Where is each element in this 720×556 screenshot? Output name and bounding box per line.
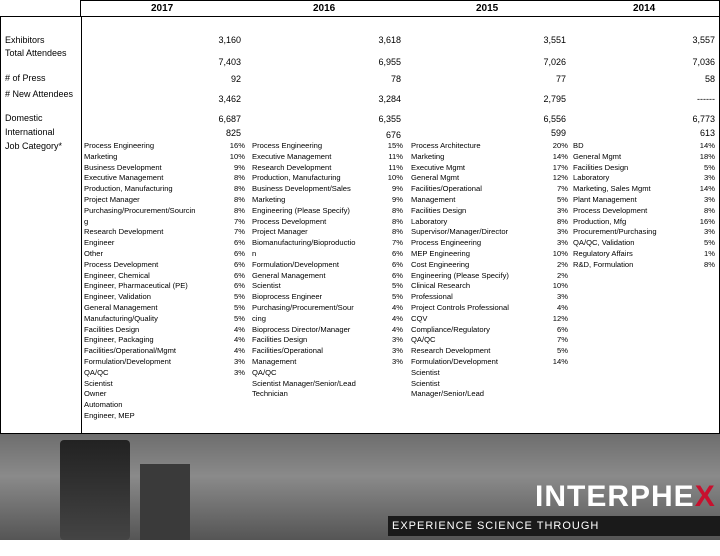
total-2017: 7,403 <box>218 57 241 67</box>
job-category-2016-3: Production, Manufacturing <box>252 173 341 183</box>
job-category-2017-15: General Management <box>84 302 158 312</box>
job-percentage-2017-14: 5% <box>234 292 245 302</box>
job-category-2016-20: Management <box>252 356 297 366</box>
job-category-2015-3: General Mgmt <box>411 173 460 183</box>
intl-2015: 599 <box>550 128 566 138</box>
exhibitors-2017: 3,160 <box>218 35 241 45</box>
job-percentage-2015-4: 7% <box>557 184 568 194</box>
job-percentage-2017-10: 6% <box>234 248 245 258</box>
press-2014: 58 <box>704 74 715 84</box>
job-percentages-2014 <box>685 141 715 271</box>
year-header <box>80 0 720 16</box>
job-percentages-2015 <box>536 141 568 368</box>
job-category-2015-20: Formulation/Development <box>411 356 498 366</box>
total-2015: 7,026 <box>543 57 566 67</box>
new-2014: ------ <box>697 94 715 104</box>
job-percentage-2015-2: 17% <box>552 162 568 172</box>
row-label-job-category: Job Category* <box>5 141 63 151</box>
job-category-2014-1: General Mgmt <box>573 151 622 161</box>
job-category-2016-12: General Management <box>252 270 326 280</box>
job-percentage-2015-12: 2% <box>557 270 568 280</box>
job-category-2016-14: Bioprocess Engineer <box>252 292 323 302</box>
exhibitors-2016: 3,618 <box>378 35 401 45</box>
job-percentage-2015-10: 10% <box>552 248 568 258</box>
job-percentage-2015-5: 5% <box>557 194 568 204</box>
press-2017: 92 <box>230 74 241 84</box>
tagline: EXPERIENCE SCIENCE THROUGH COMMERCIALIZATION <box>388 516 720 536</box>
row-label-exhibitors: Exhibitors <box>5 35 45 45</box>
job-percentage-2016-10: 6% <box>392 248 403 258</box>
intl-2016: 676 <box>385 130 401 140</box>
press-2016: 78 <box>390 74 401 84</box>
job-category-2015-9: Process Engineering <box>411 238 482 248</box>
job-percentage-2015-19: 5% <box>557 346 568 356</box>
job-category-2015-5: Management <box>411 194 456 204</box>
year-2015: 2015 <box>476 3 499 14</box>
job-category-2014-2: Facilities Design <box>573 162 629 172</box>
job-percentage-2014-7: 16% <box>699 216 715 226</box>
job-category-2016-23: Technician <box>252 389 288 399</box>
domestic-2014: 6,773 <box>692 114 715 124</box>
job-category-2017-10: Other <box>84 248 103 258</box>
job-category-2016-7: Process Development <box>252 216 327 226</box>
row-label-new-attendees: # New Attendees <box>5 89 74 99</box>
job-percentage-2016-19: 3% <box>392 346 403 356</box>
job-category-2016-4: Business Development/Sales <box>252 184 351 194</box>
domestic-2016: 6,355 <box>378 114 401 124</box>
job-percentage-2017-12: 6% <box>234 270 245 280</box>
job-percentage-2017-5: 8% <box>234 194 245 204</box>
job-category-2015-17: Compliance/Regulatory <box>411 324 490 334</box>
job-category-2015-11: Cost Engineering <box>411 259 470 269</box>
job-category-2017-5: Project Manager <box>84 194 140 204</box>
job-category-2014-10: Regulatory Affairs <box>573 248 633 258</box>
job-category-2015-8: Supervisor/Manager/Director <box>411 227 509 237</box>
job-category-2017-25: Engineer, MEP <box>84 410 135 420</box>
job-category-2017-17: Facilities Design <box>84 324 140 334</box>
job-percentage-2017-0: 16% <box>229 141 245 150</box>
attendance-table <box>0 16 720 434</box>
job-category-2017-16: Manufacturing/Quality <box>84 313 158 323</box>
job-percentage-2017-17: 4% <box>234 324 245 334</box>
job-percentage-2014-8: 3% <box>704 227 715 237</box>
year-2017: 2017 <box>151 3 174 14</box>
job-percentage-2016-11: 6% <box>392 259 403 269</box>
row-label-press: # of Press <box>5 73 46 83</box>
job-category-2015-13: Clinical Research <box>411 281 471 291</box>
job-percentage-2015-1: 14% <box>552 151 568 161</box>
job-percentage-2015-8: 3% <box>557 227 568 237</box>
job-category-2016-19: Facilities/Operational <box>252 346 323 356</box>
job-percentage-2014-3: 3% <box>704 173 715 183</box>
job-percentage-2015-15: 4% <box>557 302 568 312</box>
job-category-2014-6: Process Development <box>573 205 648 215</box>
job-category-2016-18: Facilities Design <box>252 335 308 345</box>
job-category-2014-0: BD <box>573 141 584 150</box>
job-percentage-2016-16: 4% <box>392 313 403 323</box>
job-percentage-2016-4: 9% <box>392 184 403 194</box>
job-category-2017-11: Process Development <box>84 259 159 269</box>
job-percentage-2014-2: 5% <box>704 162 715 172</box>
equipment-image-2 <box>140 464 190 540</box>
job-category-2014-4: Marketing, Sales Mgmt <box>573 184 651 194</box>
row-label-total-attendees: Total Attendees <box>5 48 67 58</box>
job-category-2015-10: MEP Engineering <box>411 248 470 258</box>
job-category-2015-16: CQV <box>411 313 428 323</box>
job-percentage-2016-8: 8% <box>392 227 403 237</box>
job-category-2017-9: Engineer <box>84 238 115 248</box>
job-percentage-2016-1: 11% <box>388 151 403 161</box>
job-percentage-2016-13: 5% <box>392 281 403 291</box>
job-category-2016-11: Formulation/Development <box>252 259 339 269</box>
job-category-2014-8: Procurement/Purchasing <box>573 227 657 237</box>
job-percentage-2017-1: 10% <box>229 151 245 161</box>
job-category-2017-2: Business Development <box>84 162 162 172</box>
job-percentage-2014-11: 8% <box>704 259 715 269</box>
job-category-2016-0: Process Engineering <box>252 141 323 150</box>
job-category-2014-7: Production, Mfg <box>573 216 627 226</box>
job-percentage-2014-10: 1% <box>704 248 715 258</box>
job-category-2015-6: Facilities Design <box>411 205 467 215</box>
job-category-2016-21: QA/QC <box>252 367 277 377</box>
job-percentage-2015-11: 2% <box>557 259 568 269</box>
job-category-2015-22: Scientist <box>411 378 440 388</box>
job-percentage-2015-3: 12% <box>552 173 568 183</box>
job-percentage-2017-13: 6% <box>234 281 245 291</box>
job-category-2015-1: Marketing <box>411 151 445 161</box>
job-category-2017-19: Facilities/Operational/Mgmt <box>84 346 177 356</box>
domestic-2017: 6,687 <box>218 114 241 124</box>
job-category-2017-13: Engineer, Pharmaceutical (PE) <box>84 281 188 291</box>
job-percentage-2017-7: 7% <box>234 216 245 226</box>
year-2014: 2014 <box>633 3 656 14</box>
job-category-2016-15: Purchasing/Procurement/Sour <box>252 302 354 312</box>
new-2015: 2,795 <box>543 94 566 104</box>
job-percentage-2014-5: 3% <box>704 194 715 204</box>
total-2016: 6,955 <box>378 57 401 67</box>
job-category-2015-2: Executive Mgmt <box>411 162 466 172</box>
job-category-2017-4: Production, Manufacturing <box>84 184 173 194</box>
job-percentage-2017-9: 6% <box>234 238 245 248</box>
job-category-2017-14: Engineer, Validation <box>84 292 151 302</box>
job-category-2015-0: Process Architecture <box>411 141 481 150</box>
job-percentage-2017-20: 3% <box>234 356 245 366</box>
job-percentage-2016-3: 10% <box>387 173 403 183</box>
job-percentage-2016-18: 3% <box>392 335 403 345</box>
job-category-2015-12: Engineering (Please Specify) <box>411 270 509 280</box>
job-percentage-2017-19: 4% <box>234 346 245 356</box>
exhibitors-2014: 3,557 <box>692 35 715 45</box>
job-percentage-2016-7: 8% <box>392 216 403 226</box>
job-percentage-2016-5: 9% <box>392 194 403 204</box>
job-percentage-2015-6: 3% <box>557 205 568 215</box>
job-percentage-2016-15: 4% <box>392 302 403 312</box>
job-percentage-2017-6: 8% <box>234 205 245 215</box>
job-percentage-2014-4: 14% <box>699 184 715 194</box>
interphex-logo: INTERPHEX <box>535 480 716 513</box>
row-label-domestic: Domestic <box>5 113 43 123</box>
job-category-2017-22: Scientist <box>84 378 113 388</box>
domestic-2015: 6,556 <box>543 114 566 124</box>
job-percentage-2015-14: 3% <box>557 292 568 302</box>
job-category-2015-19: Research Development <box>411 346 491 356</box>
job-percentages-2017 <box>219 141 245 379</box>
job-category-2015-14: Professional <box>411 292 453 302</box>
job-percentage-2015-13: 10% <box>552 281 568 291</box>
job-percentage-2016-17: 4% <box>392 324 403 334</box>
row-label-international: International <box>5 127 55 137</box>
job-category-2014-9: QA/QC, Validation <box>573 238 635 248</box>
job-category-2017-0: Process Engineering <box>84 141 155 150</box>
job-percentage-2016-12: 6% <box>392 270 403 280</box>
job-category-2017-20: Formulation/Development <box>84 356 171 366</box>
job-category-2015-15: Project Controls Professional <box>411 302 509 312</box>
job-category-2017-12: Engineer, Chemical <box>84 270 150 280</box>
job-category-2017-6: Purchasing/Procurement/Sourcin <box>84 205 196 215</box>
job-category-2015-21: Scientist <box>411 367 440 377</box>
job-percentage-2016-20: 3% <box>392 356 403 366</box>
footer-banner <box>0 434 720 552</box>
job-category-2017-18: Engineer, Packaging <box>84 335 154 345</box>
job-category-2017-8: Research Development <box>84 227 164 237</box>
job-categories-2014 <box>573 141 673 271</box>
job-category-2015-4: Facilities/Operational <box>411 184 482 194</box>
job-percentage-2017-2: 9% <box>234 162 245 172</box>
job-category-2016-9: Biomanufacturing/Bioproductio <box>252 238 356 248</box>
job-percentage-2015-17: 6% <box>557 324 568 334</box>
job-categories-2017 <box>84 141 220 422</box>
job-percentage-2017-18: 4% <box>234 335 245 345</box>
job-percentage-2014-1: 18% <box>699 151 715 161</box>
job-percentage-2016-6: 8% <box>392 205 403 215</box>
job-percentage-2015-16: 12% <box>552 313 568 323</box>
job-category-2016-22: Scientist Manager/Senior/Lead <box>252 378 356 388</box>
job-category-2017-3: Executive Management <box>84 173 164 183</box>
total-2014: 7,036 <box>692 57 715 67</box>
job-percentage-2016-0: 15% <box>387 141 403 150</box>
job-category-2017-24: Automation <box>84 400 123 410</box>
exhibitors-2015: 3,551 <box>543 35 566 45</box>
job-category-2017-21: QA/QC <box>84 367 109 377</box>
job-percentage-2017-3: 8% <box>234 173 245 183</box>
job-percentage-2016-14: 5% <box>392 292 403 302</box>
job-category-2014-11: R&D, Formulation <box>573 259 634 269</box>
intl-2014: 613 <box>699 128 715 138</box>
job-percentage-2017-16: 5% <box>234 313 245 323</box>
new-2016: 3,284 <box>378 94 401 104</box>
job-category-2014-3: Laboratory <box>573 173 610 183</box>
job-category-2017-23: Owner <box>84 389 107 399</box>
job-percentage-2015-18: 7% <box>557 335 568 345</box>
job-percentage-2015-20: 14% <box>552 356 568 366</box>
job-percentage-2017-15: 5% <box>234 302 245 312</box>
job-category-2016-5: Marketing <box>252 194 286 204</box>
job-categories-2015 <box>411 141 531 400</box>
job-percentage-2017-8: 7% <box>234 227 245 237</box>
job-category-2016-16: cing <box>252 313 266 323</box>
job-percentage-2014-6: 8% <box>704 205 715 215</box>
job-percentage-2014-0: 14% <box>699 141 715 150</box>
job-category-2016-17: Bioprocess Director/Manager <box>252 324 351 334</box>
press-2015: 77 <box>555 74 566 84</box>
job-category-2016-2: Research Development <box>252 162 332 172</box>
job-percentage-2014-9: 5% <box>704 238 715 248</box>
job-percentage-2017-4: 8% <box>234 184 245 194</box>
job-category-2016-6: Engineering (Please Specify) <box>252 205 350 215</box>
job-category-2017-1: Marketing <box>84 151 118 161</box>
job-percentage-2015-0: 20% <box>552 141 568 150</box>
year-2016: 2016 <box>313 3 336 14</box>
job-percentage-2015-9: 3% <box>557 238 568 248</box>
job-category-2014-5: Plant Management <box>573 194 637 204</box>
job-percentage-2017-11: 6% <box>234 259 245 269</box>
new-2017: 3,462 <box>218 94 241 104</box>
intl-2017: 825 <box>225 128 241 138</box>
job-category-2015-7: Laboratory <box>411 216 448 226</box>
job-category-2017-7: g <box>84 216 89 226</box>
job-category-2016-10: n <box>252 248 257 258</box>
job-percentages-2016 <box>377 141 403 368</box>
job-percentage-2015-7: 8% <box>557 216 568 226</box>
job-percentage-2016-9: 7% <box>392 238 403 248</box>
job-percentage-2017-21: 3% <box>234 367 245 377</box>
job-category-2016-1: Executive Management <box>252 151 332 161</box>
job-percentage-2016-2: 11% <box>388 162 403 172</box>
equipment-image <box>60 440 130 540</box>
job-categories-2016 <box>252 141 376 400</box>
job-category-2016-8: Project Manager <box>252 227 308 237</box>
job-category-2016-13: Scientist <box>252 281 281 291</box>
job-category-2015-18: QA/QC <box>411 335 436 345</box>
job-category-2015-23: Manager/Senior/Lead <box>411 389 485 399</box>
